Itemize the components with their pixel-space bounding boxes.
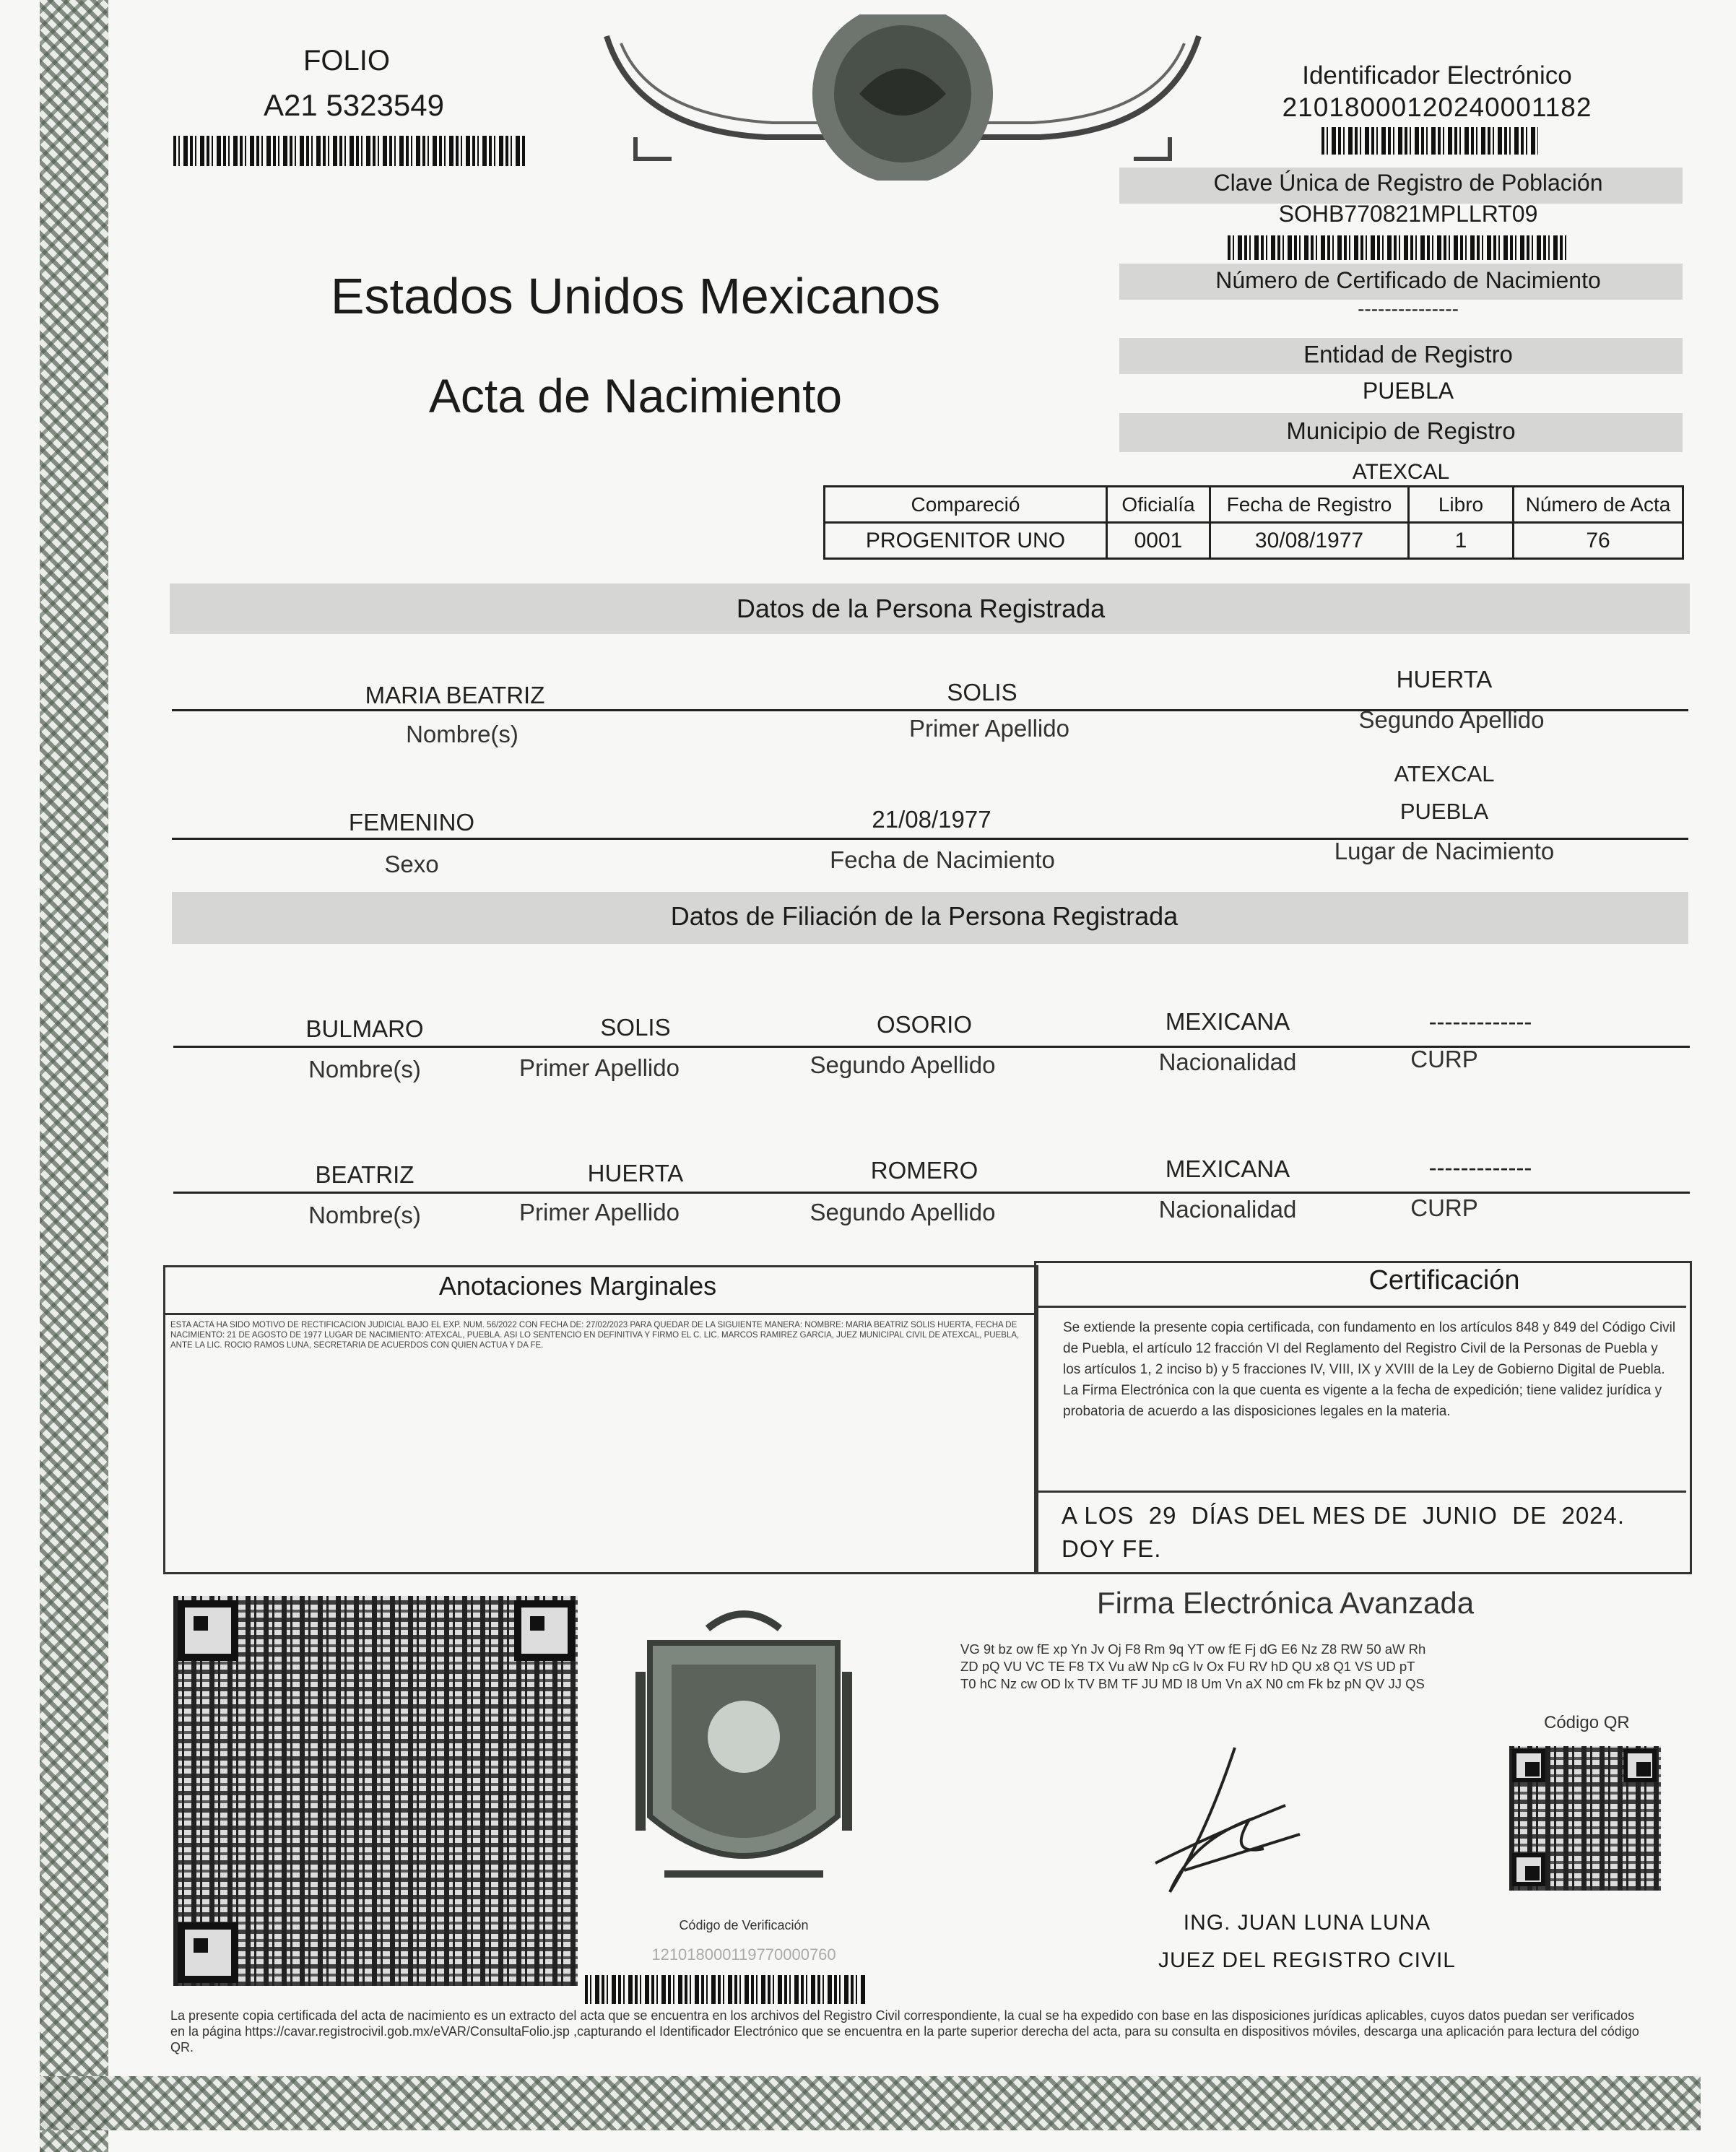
national-emblem-icon: [592, 14, 1213, 181]
small-qr-finder-2: [1623, 1749, 1657, 1782]
municipio-label: Municipio de Registro: [1286, 417, 1516, 444]
progenitor-2-curp: -------------: [1428, 1154, 1532, 1181]
progenitor-1-nombre-label: Nombre(s): [308, 1056, 421, 1082]
registro-value-oficialia: 0001: [1107, 523, 1210, 559]
id-electronico-label: Identificador Electrónico: [1302, 61, 1572, 90]
progenitor-2-nombre-label: Nombre(s): [308, 1202, 421, 1228]
signature-icon: [1141, 1740, 1307, 1906]
firma-hash-line-2: ZD pQ VU VC TE F8 TX Vu aW Np cG lv Ox FU RV hD QU x8 Q1 VS UD pT: [960, 1659, 1415, 1674]
verificacion-barcode: [585, 1975, 867, 2004]
persona-lugar-municipio: ATEXCAL: [1394, 761, 1495, 786]
registro-header-comparecio: Compareció: [825, 487, 1107, 523]
id-electronico-value: 21018000120240001182: [1282, 92, 1592, 122]
persona-lugar-estado: PUEBLA: [1399, 799, 1489, 824]
persona-nombre: MARIA BEATRIZ: [365, 682, 545, 708]
state-coat-of-arms-icon: [621, 1600, 867, 1910]
progenitor-2-nombre: BEATRIZ: [315, 1161, 415, 1188]
registro-header-libro: Libro: [1409, 487, 1514, 523]
municipio-value: ATEXCAL: [1352, 460, 1450, 484]
progenitor-2-primer-apellido-label: Primer Apellido: [519, 1199, 680, 1225]
footer-legal-text: La presente copia certificada del acta de nacimiento es un extracto del acta que se encuentra en los archivos del Registro Civil correspondiente, la cual se ha expedido con base en las disposiciones jurídicas aplicables, cuyos datos puedan ser verificados en la página https://cavar.registrocivil.gob.mx/eVAR/ConsultaFolio.jsp ,capturando el Identificador Electrónico que se encuentra en la parte superior derecha del acta, para su consulta en dispositivos móviles, descarga una aplicación para lectura del código QR.: [170, 2008, 1639, 2055]
firma-hash-line-3: T0 hC Nz cw OD lx TV BM TF JU MD I8 Um Vn aX N0 cm Fk bz pN QV JJ QS: [960, 1676, 1425, 1691]
folio-number: A21 5323549: [264, 88, 444, 122]
cert-nacimiento-value: ---------------: [1358, 298, 1459, 320]
progenitor-2-curp-label: CURP: [1410, 1194, 1478, 1221]
progenitor-2-primer-apellido: HUERTA: [587, 1160, 684, 1186]
progenitor-1-curp: -------------: [1428, 1008, 1532, 1035]
verificacion-label: Código de Verificación: [679, 1918, 809, 1932]
small-qr-code: [1509, 1746, 1661, 1891]
decorative-border-bottom: [40, 2076, 1701, 2130]
qr-finder-top-right: [514, 1600, 575, 1661]
small-qr-finder-1: [1512, 1749, 1545, 1782]
certificacion-fecha-line-1: A LOS 29 DÍAS DEL MES DE JUNIO DE 2024.: [1062, 1502, 1626, 1529]
folio-label: FOLIO: [303, 45, 391, 77]
certificacion-fecha-line-2: DOY FE.: [1062, 1535, 1162, 1562]
registro-value-comparecio: PROGENITOR UNO: [825, 523, 1107, 559]
anotaciones-text: ESTA ACTA HA SIDO MOTIVO DE RECTIFICACION JUDICIAL BAJO EL EXP. NUM. 56/2022 CON FECHA DE: 27/02/2023 PARA QUEDAR DE LA SIGUIENTE MANERA: NOMBRE: MARIA BEATRIZ SOLIS HUERTA, FECHA DE NACIMIENTO: 21 DE AGOSTO DE 1977 LUGAR DE NACIMIENTO: ATEXCAL, PUEBLA. ASI LO SENTENCIO EN DEFINITIVA Y FIRMO EL C. LIC. MARCOS RAMIREZ GARCIA, JUEZ MUNICIPAL CIVIL DE ATEXCAL, PUEBLA, ANTE LA LIC. ROCIO RAMOS LUNA, SECRETARIA DE ACUERDOS CON QUIEN ACTUA Y DA FE.: [170, 1321, 1020, 1350]
verificacion-code: 121018000119770000760: [651, 1945, 836, 1964]
firma-hash: [960, 1641, 1610, 1693]
cert-nacimiento-label: Número de Certificado de Nacimiento: [1215, 267, 1601, 293]
juez-nombre: ING. JUAN LUNA LUNA: [1183, 1911, 1431, 1935]
firma-title: Firma Electrónica Avanzada: [1096, 1586, 1475, 1620]
progenitor-1-segundo-apellido-label: Segundo Apellido: [810, 1051, 996, 1078]
progenitor-1-primer-apellido-label: Primer Apellido: [519, 1054, 680, 1081]
persona-sexo-label: Sexo: [384, 851, 439, 877]
entidad-label: Entidad de Registro: [1303, 341, 1513, 368]
certificacion-divider: [1036, 1306, 1686, 1308]
progenitor-1-nacionalidad-label: Nacionalidad: [1158, 1049, 1297, 1075]
registro-header-numero-acta: Número de Acta: [1514, 487, 1683, 523]
qr-label: Código QR: [1544, 1713, 1630, 1732]
filiacion-section-title: Datos de Filiación de la Persona Registrada: [670, 901, 1179, 931]
progenitor-1-nacionalidad: MEXICANA: [1165, 1008, 1290, 1035]
registro-header-fecha: Fecha de Registro: [1210, 487, 1409, 523]
decorative-border-left: [40, 0, 108, 2152]
id-electronico-barcode: [1321, 127, 1538, 155]
verification-qr-code: [173, 1596, 578, 1986]
curp-value: SOHB770821MPLLRT09: [1278, 201, 1538, 227]
persona-section-title: Datos de la Persona Registrada: [736, 594, 1106, 623]
country-title: Estados Unidos Mexicanos: [330, 268, 941, 324]
persona-segundo-apellido-label: Segundo Apellido: [1358, 706, 1545, 733]
registro-value-fecha: 30/08/1977: [1210, 523, 1409, 559]
registro-value-numero-acta: 76: [1514, 523, 1683, 559]
persona-lugar-label: Lugar de Nacimiento: [1334, 838, 1555, 864]
qr-finder-top-left: [178, 1600, 238, 1661]
progenitor-2-line: [173, 1192, 1690, 1194]
persona-nombre-label: Nombre(s): [406, 721, 518, 747]
curp-barcode: [1228, 235, 1567, 260]
progenitor-1-segundo-apellido: OSORIO: [876, 1011, 973, 1038]
certificacion-title: Certificación: [1368, 1265, 1520, 1296]
registro-table: [823, 485, 1684, 560]
persona-fecha-nacimiento-label: Fecha de Nacimiento: [830, 846, 1055, 873]
persona-segundo-apellido: HUERTA: [1396, 666, 1493, 693]
registro-header-oficialia: Oficialía: [1107, 487, 1210, 523]
folio-barcode: [173, 136, 527, 166]
small-qr-finder-3: [1512, 1853, 1545, 1886]
juez-cargo: JUEZ DEL REGISTRO CIVIL: [1158, 1948, 1456, 1972]
anotaciones-box: [163, 1265, 1038, 1574]
progenitor-2-segundo-apellido: ROMERO: [870, 1157, 978, 1184]
certificacion-fecha-divider: [1036, 1491, 1686, 1493]
persona-fecha-nacimiento: 21/08/1977: [872, 806, 991, 833]
progenitor-1-curp-label: CURP: [1410, 1046, 1478, 1072]
progenitor-1-nombre: BULMARO: [305, 1015, 424, 1042]
progenitor-2-nacionalidad: MEXICANA: [1165, 1155, 1290, 1182]
qr-finder-bottom-left: [178, 1922, 238, 1983]
persona-primer-apellido-label: Primer Apellido: [909, 715, 1069, 742]
anotaciones-divider: [165, 1313, 1034, 1315]
registro-value-libro: 1: [1409, 523, 1514, 559]
entidad-value: PUEBLA: [1362, 378, 1454, 404]
progenitor-1-primer-apellido: SOLIS: [600, 1014, 671, 1041]
progenitor-2-nacionalidad-label: Nacionalidad: [1158, 1196, 1297, 1223]
progenitor-2-segundo-apellido-label: Segundo Apellido: [810, 1199, 996, 1225]
certificacion-text: Se extiende la presente copia certificada, con fundamento en los artículos 848 y 849 del Código Civil de Puebla, el artículo 12 fracción VI del Reglamento del Registro Civil de la Personas de Puebla y los artículos 1, 2 inciso b) y 5 fracciones IV, VIII, IX y XVIII de la Ley de Gobierno Digital de Puebla. La Firma Electrónica con la que cuenta es vigente a la fecha de expedición; tiene validez jurídica y probatoria de acuerdo a las disposiciones legales en la materia.: [1063, 1320, 1676, 1419]
anotaciones-title: Anotaciones Marginales: [438, 1271, 717, 1301]
firma-hash-line-1: VG 9t bz ow fE xp Yn Jv Oj F8 Rm 9q YT ow fE Fj dG E6 Nz Z8 RW 50 aW Rh: [960, 1641, 1426, 1657]
curp-label: Clave Única de Registro de Población: [1213, 170, 1603, 196]
persona-sexo: FEMENINO: [348, 809, 475, 836]
persona-primer-apellido: SOLIS: [947, 679, 1017, 706]
document-title: Acta de Nacimiento: [428, 369, 843, 422]
